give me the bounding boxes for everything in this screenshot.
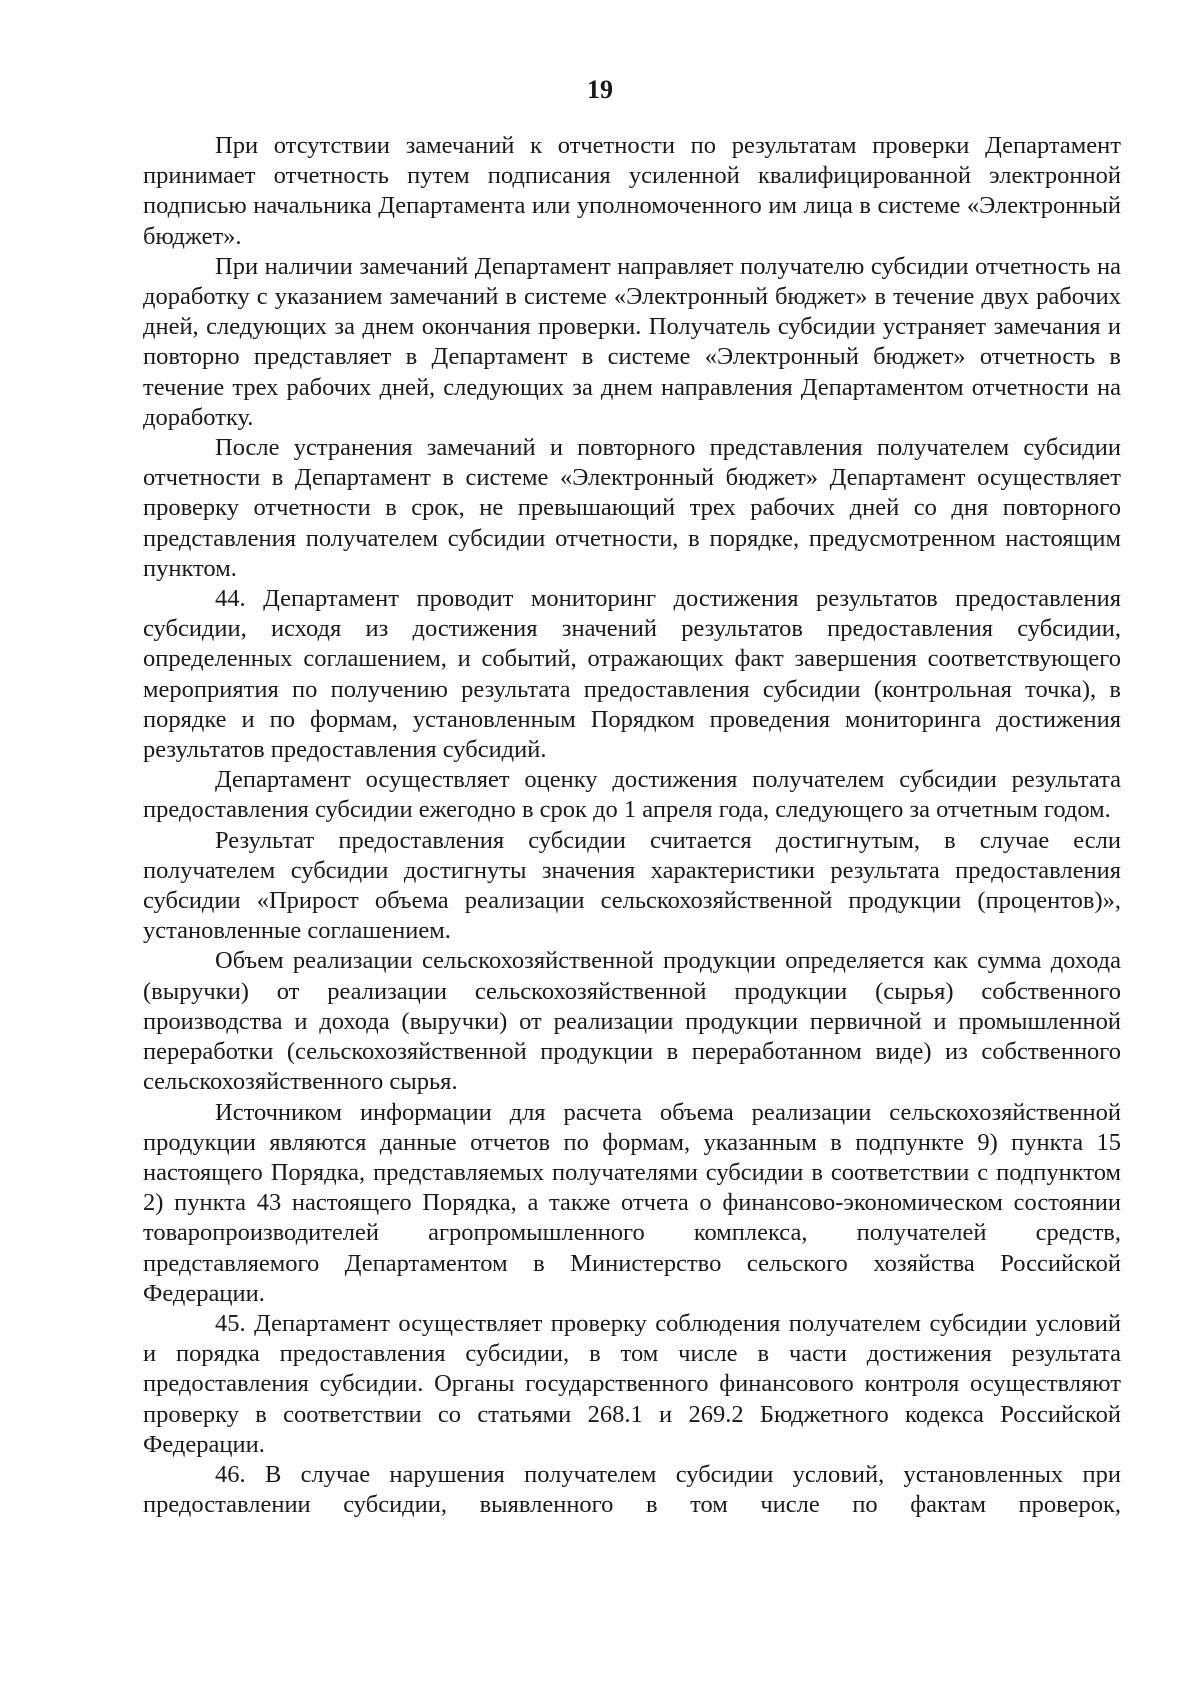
paragraph-item-45: 45. Департамент осуществляет проверку соблюдения получателем субсидии условий и порядка предоставления субсидии, в том числе в части достижения результата предоставления субсидии. Органы государственного финансового контроля осуществляют проверку в соответствии со статьями 268.1 и 269.2 Бюджетного кодекса Российской Федерации. (143, 1309, 1121, 1458)
paragraph-result-achieved: Результат предоставления субсидии считается достигнутым, в случае если получателем субсидии достигнуты значения характеристики результата предоставления субсидии «Прирост объема реализации сельскохозяйственной продукции (процентов)», установленные соглашением. (143, 826, 1121, 945)
paragraph-item-44: 44. Департамент проводит мониторинг достижения результатов предоставления субсидии, исходя из достижения значений результатов предоставления субсидии, определенных соглашением, и событий, отражающих факт завершения соответствующего мероприятия по получению результата предоставления субсидии (контрольная точка), в порядке и по формам, установленным Порядком проведения мониторинга достижения результатов предоставления субсидий. (143, 585, 1121, 764)
page-number: 19 (587, 75, 613, 104)
document-body (143, 131, 1121, 1520)
paragraph-remarks: При наличии замечаний Департамент направляет получателю субсидии отчетность на доработку с указанием замечаний в системе «Электронный бюджет» в течение двух рабочих дней, следующих за днем окончания проверки. Получатель субсидии устраняет замечания и повторно представляет в Департамент в системе «Электронный бюджет» отчетность в течение трех рабочих дней, следующих за днем направления Департаментом отчетности на доработку. (143, 252, 1121, 431)
paragraph-sales-volume: Объем реализации сельскохозяйственной продукции определяется как сумма дохода (выручки) от реализации сельскохозяйственной продукции (сырья) собственного производства и дохода (выручки) от реализации продукции первичной и промышленной переработки (сельскохозяйственной продукции в переработанном виде) из собственного сельскохозяйственного сырья. (143, 947, 1121, 1096)
paragraph-acceptance: При отсутствии замечаний к отчетности по результатам проверки Департамент принимает отчетность путем подписания усиленной квалифицированной электронной подписью начальника Департамента или уполномоченного им лица в системе «Электронный бюджет». (143, 132, 1121, 250)
paragraph-recheck: После устранения замечаний и повторного представления получателем субсидии отчетности в Департамент в системе «Электронный бюджет» Департамент осуществляет проверку отчетности в срок, не превышающий трех рабочих дней со дня повторного представления получателем субсидии отчетности, в порядке, предусмотренном настоящим пунктом. (143, 434, 1121, 582)
paragraph-item-46: 46. В случае нарушения получателем субсидии условий, установленных при предоставлении субсидии, выявленного в том числе по фактам проверок, (143, 1460, 1121, 1519)
paragraph-assessment: Департамент осуществляет оценку достижения получателем субсидии результата предоставления субсидии ежегодно в срок до 1 апреля года, следующего за отчетным годом. (143, 766, 1121, 824)
paragraph-information-source: Источником информации для расчета объема реализации сельскохозяйственной продукции являются данные отчетов по формам, указанным в подпункте 9) пункта 15 настоящего Порядка, представляемых получателями субсидии в соответствии с подпунктом 2) пункта 43 настоящего Порядка, а также отчета о финансово-экономическом состоянии товаропроизводителей агропромышленного комплекса, получателей средств, представляемого Департаментом в Министерство сельского хозяйства Российской Федерации. (143, 1098, 1121, 1307)
